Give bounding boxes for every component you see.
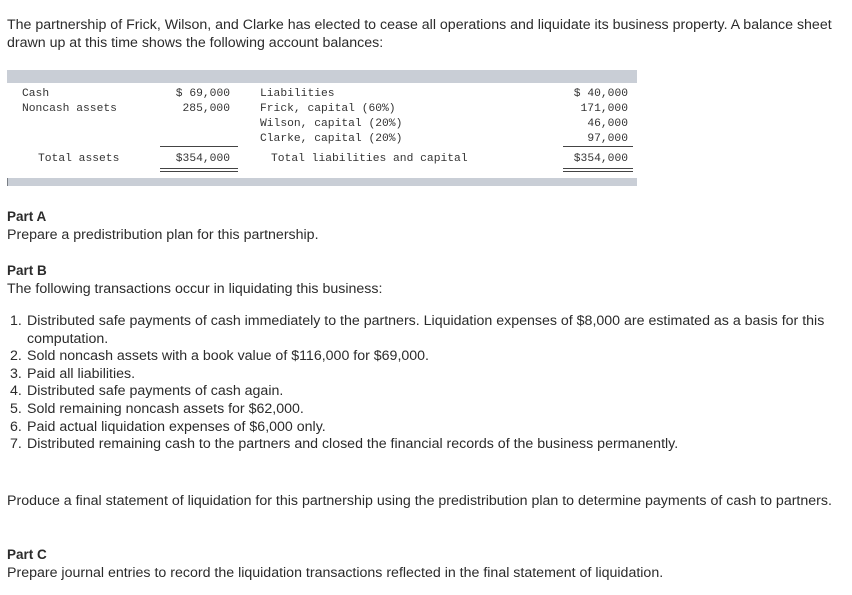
list-item-number: 4. — [10, 383, 22, 400]
table-footer-bar — [7, 178, 637, 186]
list-item — [10, 366, 840, 384]
asset-label-cash: Cash — [22, 88, 50, 100]
list-item-text: Paid actual liquidation expenses of $6,000 only. — [27, 418, 326, 435]
capital-label-clarke: Clarke, capital (20%) — [260, 133, 403, 145]
capital-total-rule-1 — [563, 168, 633, 169]
list-item — [10, 401, 840, 419]
list-item-number: 6. — [10, 418, 22, 435]
part-a-title: Part A — [7, 209, 47, 224]
table-header-bar — [7, 70, 637, 83]
list-item-number: 2. — [10, 348, 22, 365]
list-item-text: Sold remaining noncash assets for $62,000. — [27, 400, 304, 417]
capital-subtotal-rule — [563, 146, 633, 147]
list-item — [10, 383, 840, 401]
list-item-text: Distributed remaining cash to the partners and closed the financial records of the business permanently. — [27, 436, 679, 453]
list-item — [10, 419, 840, 437]
asset-amount-cash: $ 69,000 — [175, 88, 230, 100]
part-c-text: Prepare journal entries to record the liquidation transactions reflected in the final statement of liquidation. — [7, 565, 664, 581]
part-b-title: Part B — [7, 263, 47, 278]
assets-total-rule-2 — [160, 171, 238, 172]
problem-intro: The partnership of Frick, Wilson, and Clarke has elected to cease all operations and liquidate its business property. A balance sheet drawn up at this time shows the following account balances: — [7, 17, 832, 51]
total-assets-label: Total assets — [38, 153, 120, 165]
list-item — [10, 436, 840, 454]
list-item-text: Distributed safe payments of cash again. — [27, 383, 284, 400]
list-item-text: Sold noncash assets with a book value of $116,000 for $69,000. — [27, 348, 429, 365]
list-item-number: 5. — [10, 400, 22, 417]
assets-total-rule-1 — [160, 168, 238, 169]
capital-amount-frick: 171,000 — [580, 103, 628, 115]
list-item-number: 1. — [10, 313, 22, 329]
list-item — [10, 313, 840, 348]
part-a-text: Prepare a predistribution plan for this partnership. — [7, 227, 319, 243]
capital-amount-wilson: 46,000 — [587, 118, 628, 130]
liability-amount-liabilities: $ 40,000 — [573, 88, 628, 100]
list-item-text: Distributed safe payments of cash immediately to the partners. Liquidation expenses of $8,000 are estimated as a basis for this computation. — [27, 313, 825, 347]
list-item-number: 3. — [10, 365, 22, 382]
part-b-closing: Produce a final statement of liquidation for this partnership using the predistribution plan to determine payments of cash to partners. — [7, 493, 832, 509]
capital-amount-clarke: 97,000 — [587, 133, 628, 145]
list-item — [10, 348, 840, 366]
total-liabilities-capital-amount: $354,000 — [573, 153, 628, 165]
part-c-title: Part C — [7, 547, 47, 562]
capital-label-wilson: Wilson, capital (20%) — [260, 118, 403, 130]
total-assets-amount: $354,000 — [175, 153, 230, 165]
assets-subtotal-rule — [160, 146, 238, 147]
list-item-number: 7. — [10, 436, 22, 453]
part-b-text: The following transactions occur in liquidating this business: — [7, 281, 383, 297]
asset-label-noncash: Noncash assets — [22, 103, 117, 115]
asset-amount-noncash: 285,000 — [182, 103, 230, 115]
transactions-list — [10, 313, 840, 454]
capital-total-rule-2 — [563, 171, 633, 172]
total-liabilities-capital-label: Total liabilities and capital — [271, 153, 468, 165]
list-item-text: Paid all liabilities. — [27, 365, 136, 382]
liability-label-liabilities: Liabilities — [260, 88, 335, 100]
capital-label-frick: Frick, capital (60%) — [260, 103, 396, 115]
